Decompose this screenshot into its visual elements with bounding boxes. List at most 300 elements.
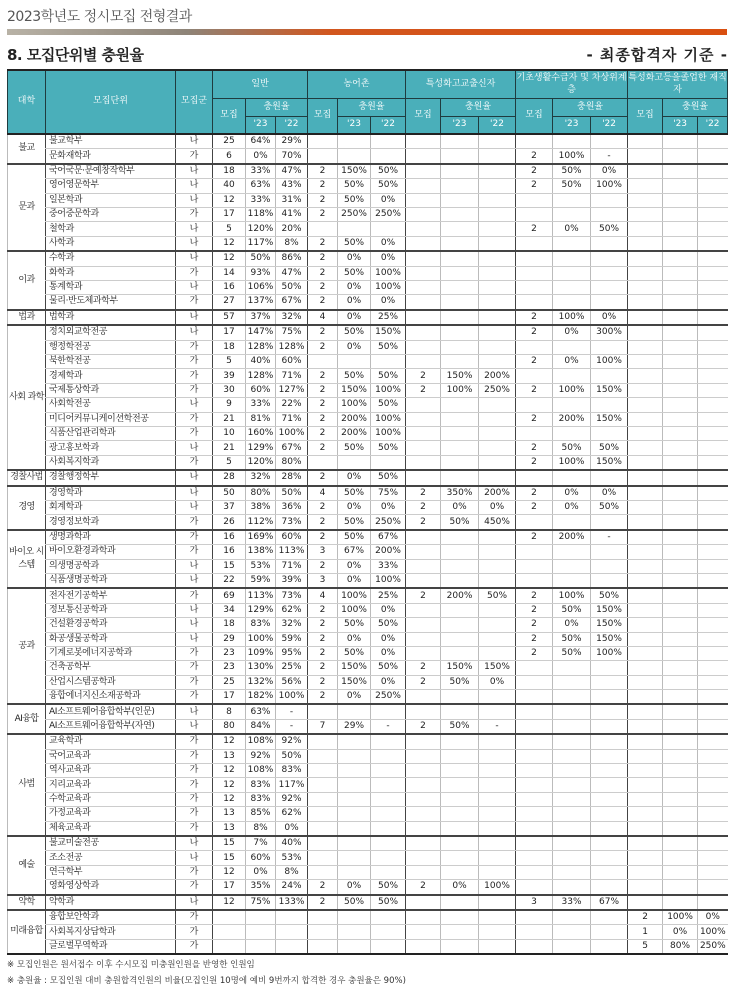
quota-cell: 13 [213, 807, 246, 821]
rate-2023-cell [441, 222, 479, 236]
rate-2022-cell [591, 734, 628, 749]
rate-2023-cell: 0% [441, 500, 479, 514]
gun: 나 [176, 895, 213, 911]
quota-cell [628, 632, 663, 646]
quota-cell: 2 [308, 193, 338, 207]
quota-cell [308, 149, 338, 164]
quota-cell [406, 764, 441, 778]
unit-name: 경영학과 [46, 486, 176, 501]
quota-cell: 5 [213, 354, 246, 368]
quota-cell [406, 821, 441, 836]
rate-2022-cell [591, 236, 628, 251]
header-quota: 모집 [516, 99, 553, 135]
rate-2023-cell: 50% [338, 369, 371, 383]
rate-2023-cell: 109% [246, 646, 276, 660]
rate-2022-cell: 0% [479, 500, 516, 514]
quota-cell [516, 193, 553, 207]
header-group-employed: 특성화고등을졸업한 재직자 [628, 70, 728, 99]
rate-2022-cell [591, 925, 628, 939]
gun: 나 [176, 836, 213, 851]
header-year-y23: '23 [441, 117, 479, 135]
table-row [8, 603, 728, 617]
rate-2022-cell: 60% [276, 530, 308, 545]
rate-2022-cell: 50% [276, 749, 308, 763]
rate-2022-cell [371, 354, 406, 368]
quota-cell [406, 280, 441, 294]
quota-cell: 3 [308, 573, 338, 588]
rate-2023-cell [663, 895, 698, 911]
rate-2022-cell: 150% [591, 618, 628, 632]
rate-2023-cell: 8% [246, 821, 276, 836]
gun: 가 [176, 661, 213, 675]
rate-2022-cell: 150% [591, 412, 628, 426]
college-name: 불교 [8, 134, 46, 164]
quota-cell: 12 [213, 193, 246, 207]
rate-2023-cell [663, 749, 698, 763]
rate-2023-cell [553, 207, 591, 221]
rate-2023-cell: 100% [553, 310, 591, 326]
quota-cell: 2 [308, 295, 338, 310]
table-row [8, 222, 728, 236]
section-title: 8. 모집단위별 충원율 [7, 46, 144, 64]
quota-cell [516, 821, 553, 836]
gun: 나 [176, 719, 213, 734]
rate-2022-cell [698, 690, 728, 705]
table-row [8, 925, 728, 939]
quota-cell: 2 [628, 910, 663, 925]
quota-cell: 12 [213, 865, 246, 879]
table-row [8, 455, 728, 470]
gun: 나 [176, 704, 213, 719]
rate-2022-cell [479, 207, 516, 221]
rate-2022-cell [479, 280, 516, 294]
quota-cell [628, 222, 663, 236]
rate-2022-cell: 50% [371, 470, 406, 486]
rate-2023-cell [338, 134, 371, 149]
quota-cell: 6 [213, 149, 246, 164]
rate-2023-cell: 117% [246, 236, 276, 251]
quota-cell [516, 704, 553, 719]
gun: 가 [176, 690, 213, 705]
rate-2022-cell [479, 910, 516, 925]
quota-cell [628, 426, 663, 440]
rate-2022-cell: 50% [371, 441, 406, 455]
table-row [8, 939, 728, 954]
rate-2023-cell: 80% [663, 939, 698, 954]
rate-2023-cell [553, 792, 591, 806]
table-row [8, 778, 728, 792]
rate-2023-cell: 50% [338, 618, 371, 632]
rate-2022-cell: 41% [276, 207, 308, 221]
quota-cell [516, 207, 553, 221]
quota-cell [406, 792, 441, 806]
quota-cell [308, 865, 338, 879]
quota-cell: 12 [213, 778, 246, 792]
unit-name: 수학과 [46, 251, 176, 266]
rate-2023-cell: 0% [553, 222, 591, 236]
rate-2022-cell: 59% [276, 632, 308, 646]
quota-cell [516, 515, 553, 530]
quota-cell [628, 851, 663, 865]
rate-2022-cell: 24% [276, 880, 308, 895]
rate-2022-cell [698, 880, 728, 895]
table-row [8, 792, 728, 806]
quota-cell: 2 [308, 603, 338, 617]
rate-2023-cell [553, 340, 591, 354]
table-row [8, 280, 728, 294]
unit-name: AI소프트웨어융합학부(자연) [46, 719, 176, 734]
unit-name: 광고홍보학과 [46, 441, 176, 455]
rate-2023-cell: 100% [441, 383, 479, 397]
rate-2022-cell [698, 134, 728, 149]
rate-2022-cell [479, 851, 516, 865]
rate-2022-cell [698, 704, 728, 719]
rate-2022-cell: 0% [371, 295, 406, 310]
rate-2022-cell: 200% [479, 369, 516, 383]
quota-cell: 18 [213, 618, 246, 632]
quota-cell [406, 164, 441, 179]
rate-2022-cell [371, 704, 406, 719]
rate-2023-cell [663, 661, 698, 675]
quota-cell: 2 [308, 500, 338, 514]
quota-cell: 4 [308, 486, 338, 501]
rate-2022-cell: 50% [371, 164, 406, 179]
rate-2022-cell [698, 470, 728, 486]
quota-cell: 2 [516, 455, 553, 470]
rate-2023-cell [441, 734, 479, 749]
rate-2023-cell [338, 149, 371, 164]
unit-name: 연극학부 [46, 865, 176, 879]
rate-2023-cell [663, 310, 698, 326]
quota-cell [406, 295, 441, 310]
quota-cell [628, 807, 663, 821]
rate-2023-cell [663, 134, 698, 149]
rate-2023-cell: 120% [246, 222, 276, 236]
rate-2022-cell: - [479, 719, 516, 734]
college-name: 미래융합 [8, 910, 46, 954]
rate-2022-cell: 100% [591, 179, 628, 193]
rate-2023-cell [663, 251, 698, 266]
footnote-rate: ※ 충원율 : 모집인원 대비 충원합격인원의 비율(모집인원 10명에 예비 9번까지 합격한 경우 충원율은 90%) [7, 976, 406, 987]
rate-2022-cell: 60% [276, 354, 308, 368]
quota-cell: 2 [406, 880, 441, 895]
quota-cell [628, 704, 663, 719]
rate-2022-cell [371, 149, 406, 164]
quota-cell [516, 734, 553, 749]
header-year-y22: '22 [591, 117, 628, 135]
gun: 가 [176, 821, 213, 836]
unit-name: 정보통신공학과 [46, 603, 176, 617]
rate-2023-cell: 0% [338, 251, 371, 266]
quota-cell: 2 [516, 164, 553, 179]
rate-2022-cell: 0% [698, 910, 728, 925]
table-row [8, 369, 728, 383]
quota-cell [628, 134, 663, 149]
college-name: 경영 [8, 486, 46, 530]
rate-2023-cell: 33% [246, 164, 276, 179]
rate-2023-cell: 350% [441, 486, 479, 501]
rate-2022-cell [591, 749, 628, 763]
table-row [8, 559, 728, 573]
quota-cell [628, 603, 663, 617]
quota-cell: 23 [213, 646, 246, 660]
unit-name: 의생명공학과 [46, 559, 176, 573]
quota-cell [406, 895, 441, 911]
quota-cell [628, 455, 663, 470]
rate-2023-cell [441, 164, 479, 179]
quota-cell: 2 [406, 369, 441, 383]
quota-cell: 17 [213, 690, 246, 705]
table-row [8, 618, 728, 632]
rate-2022-cell: 95% [276, 646, 308, 660]
rate-2023-cell: 0% [553, 486, 591, 501]
rate-2023-cell [663, 164, 698, 179]
rate-2022-cell [479, 704, 516, 719]
rate-2023-cell [338, 749, 371, 763]
quota-cell: 2 [308, 266, 338, 280]
rate-2023-cell [338, 807, 371, 821]
quota-cell: 15 [213, 836, 246, 851]
quota-cell: 2 [516, 588, 553, 603]
rate-2022-cell [371, 910, 406, 925]
rate-2022-cell [591, 821, 628, 836]
rate-2022-cell [371, 939, 406, 954]
quota-cell [308, 792, 338, 806]
rate-2023-cell [553, 749, 591, 763]
rate-2022-cell [698, 865, 728, 879]
rate-2022-cell [698, 500, 728, 514]
college-name: 약학 [8, 895, 46, 911]
quota-cell: 29 [213, 632, 246, 646]
rate-2022-cell [479, 179, 516, 193]
rate-2023-cell [663, 398, 698, 412]
quota-cell: 1 [628, 925, 663, 939]
rate-2023-cell [663, 880, 698, 895]
quota-cell [628, 588, 663, 603]
quota-cell [516, 661, 553, 675]
rate-2023-cell [441, 530, 479, 545]
rate-2022-cell [276, 925, 308, 939]
rate-2023-cell [441, 559, 479, 573]
rate-2022-cell [479, 441, 516, 455]
rate-2023-cell [338, 734, 371, 749]
table-row [8, 486, 728, 501]
rate-2023-cell [553, 193, 591, 207]
quota-cell [308, 734, 338, 749]
rate-2022-cell [371, 865, 406, 879]
quota-cell [628, 749, 663, 763]
quota-cell [628, 500, 663, 514]
header-year-y23: '23 [246, 117, 276, 135]
quota-cell [213, 939, 246, 954]
rate-2023-cell: 108% [246, 764, 276, 778]
rate-2023-cell: 50% [246, 251, 276, 266]
table-row [8, 910, 728, 925]
rate-2023-cell [553, 470, 591, 486]
quota-cell [406, 939, 441, 954]
rate-2023-cell: 128% [246, 340, 276, 354]
gun: 가 [176, 545, 213, 559]
quota-cell [406, 222, 441, 236]
rate-2023-cell [441, 179, 479, 193]
unit-name: 영어영문학부 [46, 179, 176, 193]
rate-2023-cell [441, 690, 479, 705]
quota-cell [628, 646, 663, 660]
rate-2022-cell: 32% [276, 310, 308, 326]
rate-2022-cell [591, 704, 628, 719]
rate-2022-cell [698, 895, 728, 911]
quota-cell [516, 134, 553, 149]
rate-2023-cell [441, 632, 479, 646]
rate-2022-cell [479, 455, 516, 470]
quota-cell: 28 [213, 470, 246, 486]
rate-2023-cell: 50% [441, 675, 479, 689]
rate-2022-cell: 39% [276, 573, 308, 588]
rate-2023-cell: 50% [338, 515, 371, 530]
unit-name: 식품생명공학과 [46, 573, 176, 588]
rate-2023-cell: 0% [338, 280, 371, 294]
rate-2022-cell [479, 164, 516, 179]
rate-2023-cell: 84% [246, 719, 276, 734]
header-year-y23: '23 [553, 117, 591, 135]
quota-cell: 2 [308, 426, 338, 440]
rate-2023-cell: 100% [553, 588, 591, 603]
rate-2022-cell [371, 851, 406, 865]
quota-cell: 3 [516, 895, 553, 911]
rate-2022-cell: 43% [276, 179, 308, 193]
unit-name: 경제학과 [46, 369, 176, 383]
rate-2022-cell: 0% [371, 675, 406, 689]
rate-2022-cell: 100% [371, 426, 406, 440]
rate-2023-cell [553, 515, 591, 530]
college-name: 바이오 시스템 [8, 530, 46, 589]
rate-2023-cell [663, 441, 698, 455]
rate-2023-cell [441, 149, 479, 164]
rate-2022-cell [591, 778, 628, 792]
rate-2023-cell [663, 851, 698, 865]
rate-2022-cell: 100% [479, 880, 516, 895]
rate-2022-cell [479, 236, 516, 251]
gun: 나 [176, 398, 213, 412]
rate-2023-cell [553, 369, 591, 383]
rate-2022-cell: 150% [591, 632, 628, 646]
rate-2022-cell [591, 910, 628, 925]
rate-2022-cell [698, 764, 728, 778]
rate-2023-cell [338, 925, 371, 939]
rate-2022-cell [276, 910, 308, 925]
quota-cell: 16 [213, 530, 246, 545]
rate-2023-cell [553, 821, 591, 836]
quota-cell: 2 [308, 369, 338, 383]
rate-2023-cell: 50% [553, 164, 591, 179]
table-row [8, 134, 728, 149]
quota-cell [406, 836, 441, 851]
quota-cell [406, 573, 441, 588]
rate-2023-cell: 200% [441, 588, 479, 603]
rate-2022-cell: 0% [591, 310, 628, 326]
rate-2022-cell: 100% [371, 266, 406, 280]
quota-cell: 2 [308, 661, 338, 675]
header-quota: 모집 [213, 99, 246, 135]
rate-2023-cell [338, 764, 371, 778]
rate-2022-cell [479, 925, 516, 939]
gun: 가 [176, 530, 213, 545]
table-row [8, 354, 728, 368]
rate-2022-cell: 0% [371, 500, 406, 514]
quota-cell: 4 [308, 588, 338, 603]
rate-2023-cell [663, 646, 698, 660]
rate-2022-cell [698, 836, 728, 851]
rate-2022-cell [479, 340, 516, 354]
unit-name: 전자전기공학부 [46, 588, 176, 603]
rate-2022-cell [479, 807, 516, 821]
gun: 나 [176, 603, 213, 617]
header-rate: 충원율 [338, 99, 406, 117]
gun: 나 [176, 486, 213, 501]
quota-cell: 13 [213, 749, 246, 763]
rate-2022-cell [479, 836, 516, 851]
table-row [8, 734, 728, 749]
unit-name: 경영정보학과 [46, 515, 176, 530]
rate-2022-cell: 75% [371, 486, 406, 501]
unit-name: 건설환경공학과 [46, 618, 176, 632]
quota-cell [308, 778, 338, 792]
rate-2023-cell: 50% [338, 179, 371, 193]
unit-name: 가정교육과 [46, 807, 176, 821]
quota-cell: 37 [213, 500, 246, 514]
gun: 가 [176, 588, 213, 603]
rate-2022-cell: - [591, 149, 628, 164]
quota-cell: 12 [213, 734, 246, 749]
rate-2022-cell: 83% [276, 764, 308, 778]
rate-2022-cell: 50% [371, 179, 406, 193]
rate-2022-cell [371, 134, 406, 149]
rate-2023-cell: 33% [553, 895, 591, 911]
quota-cell: 2 [308, 164, 338, 179]
header-group-general: 일반 [213, 70, 308, 99]
rate-2023-cell: 64% [246, 134, 276, 149]
quota-cell: 9 [213, 398, 246, 412]
rate-2022-cell: 133% [276, 895, 308, 911]
rate-2023-cell: 33% [246, 398, 276, 412]
unit-name: 법학과 [46, 310, 176, 326]
rate-2023-cell [553, 661, 591, 675]
quota-cell: 40 [213, 179, 246, 193]
rate-2023-cell [663, 325, 698, 340]
quota-cell [628, 764, 663, 778]
rate-2022-cell [479, 266, 516, 280]
rate-2022-cell [698, 632, 728, 646]
quota-cell [628, 559, 663, 573]
gun: 가 [176, 266, 213, 280]
quota-cell: 12 [213, 251, 246, 266]
rate-2023-cell: 83% [246, 778, 276, 792]
gun: 나 [176, 164, 213, 179]
rate-2023-cell [553, 134, 591, 149]
quota-cell [628, 295, 663, 310]
rate-2022-cell: - [591, 530, 628, 545]
rate-2022-cell: 250% [371, 515, 406, 530]
quota-cell [308, 134, 338, 149]
quota-cell: 30 [213, 383, 246, 397]
rate-2023-cell: 0% [553, 618, 591, 632]
rate-2022-cell: 25% [371, 588, 406, 603]
rate-2023-cell: 112% [246, 515, 276, 530]
rate-2023-cell: 150% [441, 369, 479, 383]
rate-2022-cell [698, 280, 728, 294]
quota-cell [308, 222, 338, 236]
rate-2022-cell: 100% [371, 573, 406, 588]
